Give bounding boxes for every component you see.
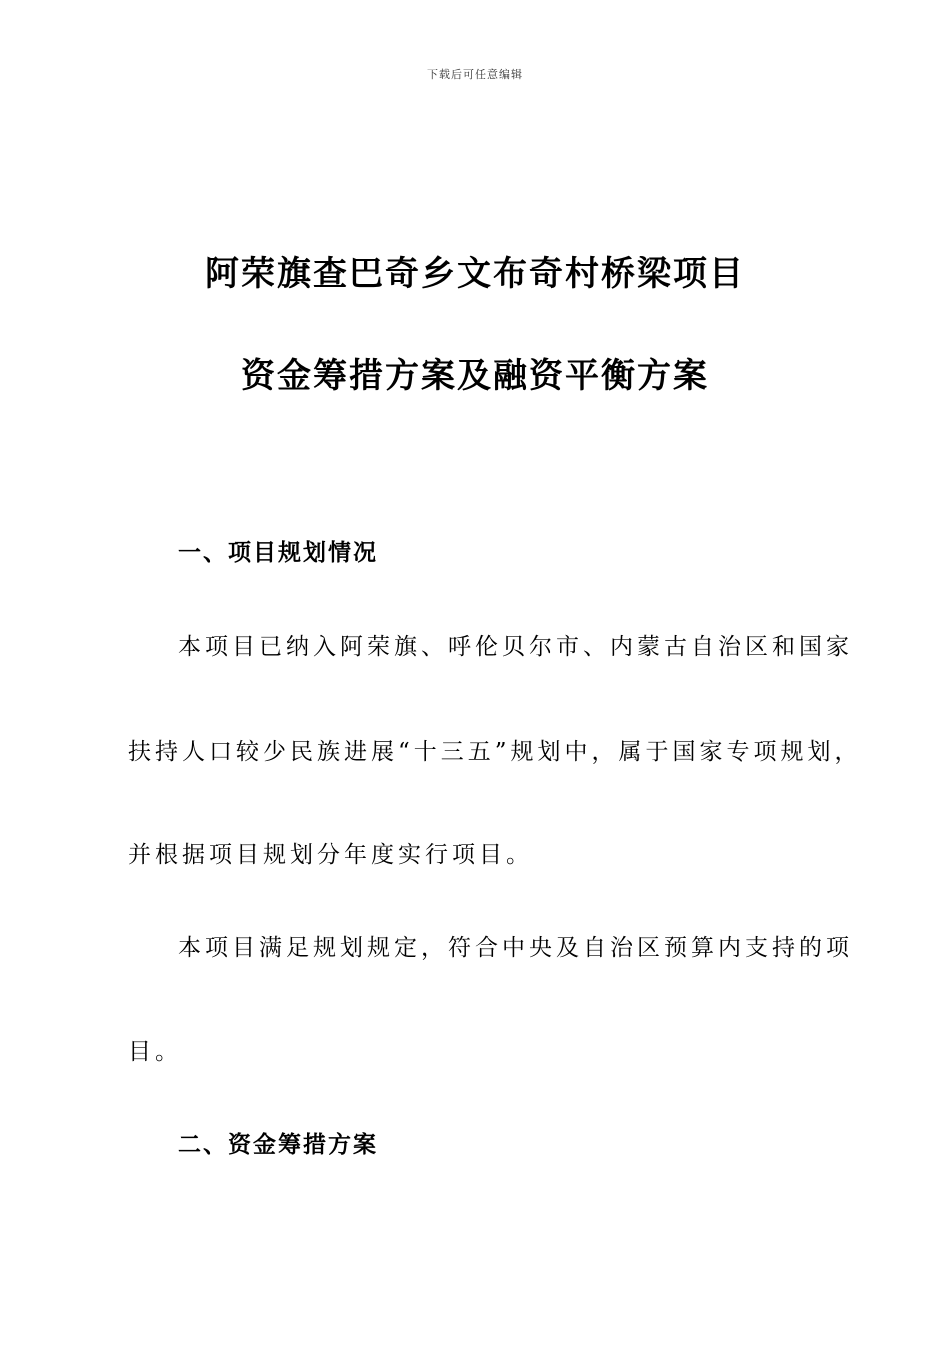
section-heading-1: 一、项目规划情况	[178, 539, 378, 566]
paragraph-1-line-2: 扶持人口较少民族进展“十三五”规划中，属于国家专项规划，	[128, 739, 862, 765]
section-heading-2: 二、资金筹措方案	[178, 1131, 378, 1158]
header-note: 下载后可任意编辑	[427, 68, 523, 81]
paragraph-1-line-3: 并根据项目规划分年度实行项目。	[128, 842, 533, 868]
paragraph-1-line-1: 本项目已纳入阿荣旗、呼伦贝尔市、内蒙古自治区和国家	[178, 634, 853, 660]
document-title-line-2: 资金筹措方案及融资平衡方案	[241, 356, 709, 396]
paragraph-2-line-1: 本项目满足规划规定，符合中央及自治区预算内支持的项	[178, 935, 853, 961]
document-title-line-1: 阿荣旗查巴奇乡文布奇村桥梁项目	[205, 254, 745, 294]
paragraph-2-line-2: 目。	[128, 1039, 182, 1065]
